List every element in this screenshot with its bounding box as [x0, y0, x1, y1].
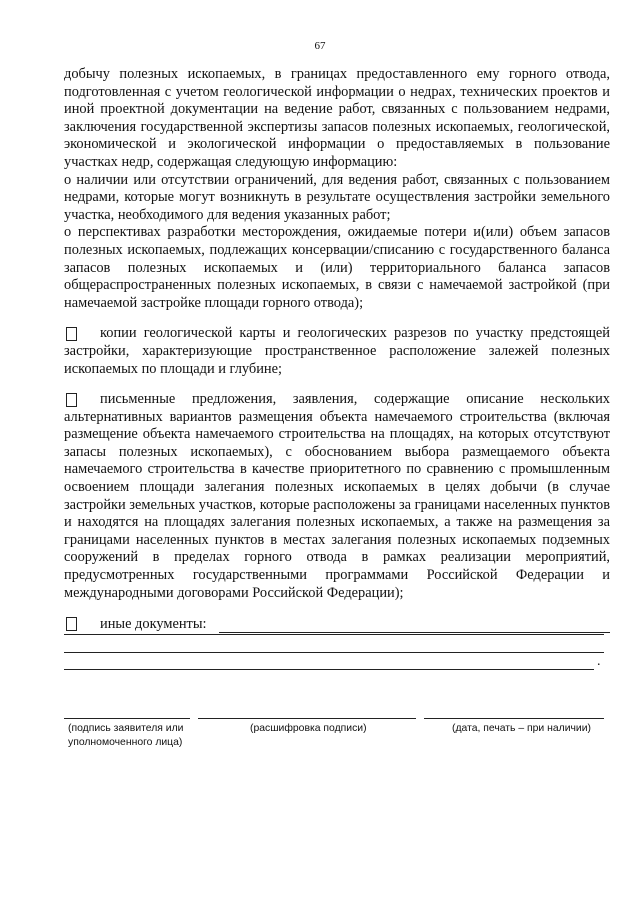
signature-line[interactable]	[64, 718, 190, 719]
geo-maps-text: копии геологической карты и геологических разрезов по участку предстоящей застройки, характеризующие пространственное расположение залежей полезных ископаемых по площади и глубине;	[64, 325, 610, 377]
date-caption: (дата, печать – при наличии)	[452, 723, 591, 734]
checklist-item-other	[64, 616, 610, 634]
proposals-text: письменные предложения, заявления, содержащие описание нескольких альтернативных вариантов размещения объекта намечаемого строительства (включая размещение объекта намечаемого строительства на площадях, на которых отсутствуют запасы полезных ископаемых), с обоснованием выбора размещаемого объекта намечаемого строительства в качестве приоритетного по сравнению с промышленным освоением площади залегания полезных ископаемых в целях добычи (в случае застройки земельных участков, которые расположены за границами населенных пунктов и находятся на площадях залегания полезных ископаемых, а также на размещения за границами населенных пунктов в местах залегания полезных ископаемых подземных сооружений в пределах горного отвода в рамках реализации мероприятий, предусмотренных государственными программами Российской Федерации и международными договорами Российской Федерации);	[64, 391, 610, 601]
proposals-checkbox[interactable]	[66, 393, 77, 407]
other-documents-label: иные документы:	[100, 616, 207, 633]
checklist-item-geo-maps	[64, 325, 610, 378]
end-period: .	[597, 654, 601, 669]
decode-line[interactable]	[198, 718, 416, 719]
other-documents-line-4[interactable]	[64, 669, 594, 670]
other-documents-checkbox[interactable]	[66, 617, 77, 631]
intro-paragraph-3: о перспективах разработки месторождения, ожидаемые потери и(или) объем запасов полезных ископаемых, подлежащих консервации/списанию с государственного баланса запасов полезных ископаемых и (или) территориального баланса запасов общераспространенных полезных ископаемых, в связи с намечаемой застройкой (при намечаемой застройке площади горного отвода);	[64, 224, 610, 311]
intro-paragraph-2: о наличии или отсутствии ограничений, для ведения работ, связанных с пользованием недрами, которые могут возникнуть в результате осуществления застройки земельного участка, необходимого для ведения указанных работ;	[64, 171, 610, 223]
geo-maps-checkbox[interactable]	[66, 327, 77, 341]
decode-caption: (расшифровка подписи)	[250, 723, 367, 734]
other-documents-line-3[interactable]	[64, 652, 604, 653]
date-line[interactable]	[424, 718, 604, 719]
document-body	[64, 66, 610, 634]
signature-caption: (подпись заявителя или уполномоченного лица)	[68, 723, 184, 748]
other-documents-line-2[interactable]	[64, 634, 604, 635]
intro-paragraph-1: добычу полезных ископаемых, в границах предоставленного ему горного отвода, подготовленная с учетом геологической информации о недрах, технических проектов и иной проектной документации на ведение работ, связанных с пользованием недрами, заключения государственной экспертизы запасов полезных ископаемых, геологической, экономической и экологической информации о предоставляемых в пользование участках недр, содержащая следующую информацию:	[64, 66, 610, 170]
page-number: 67	[314, 40, 326, 52]
checklist-item-proposals	[64, 391, 610, 602]
